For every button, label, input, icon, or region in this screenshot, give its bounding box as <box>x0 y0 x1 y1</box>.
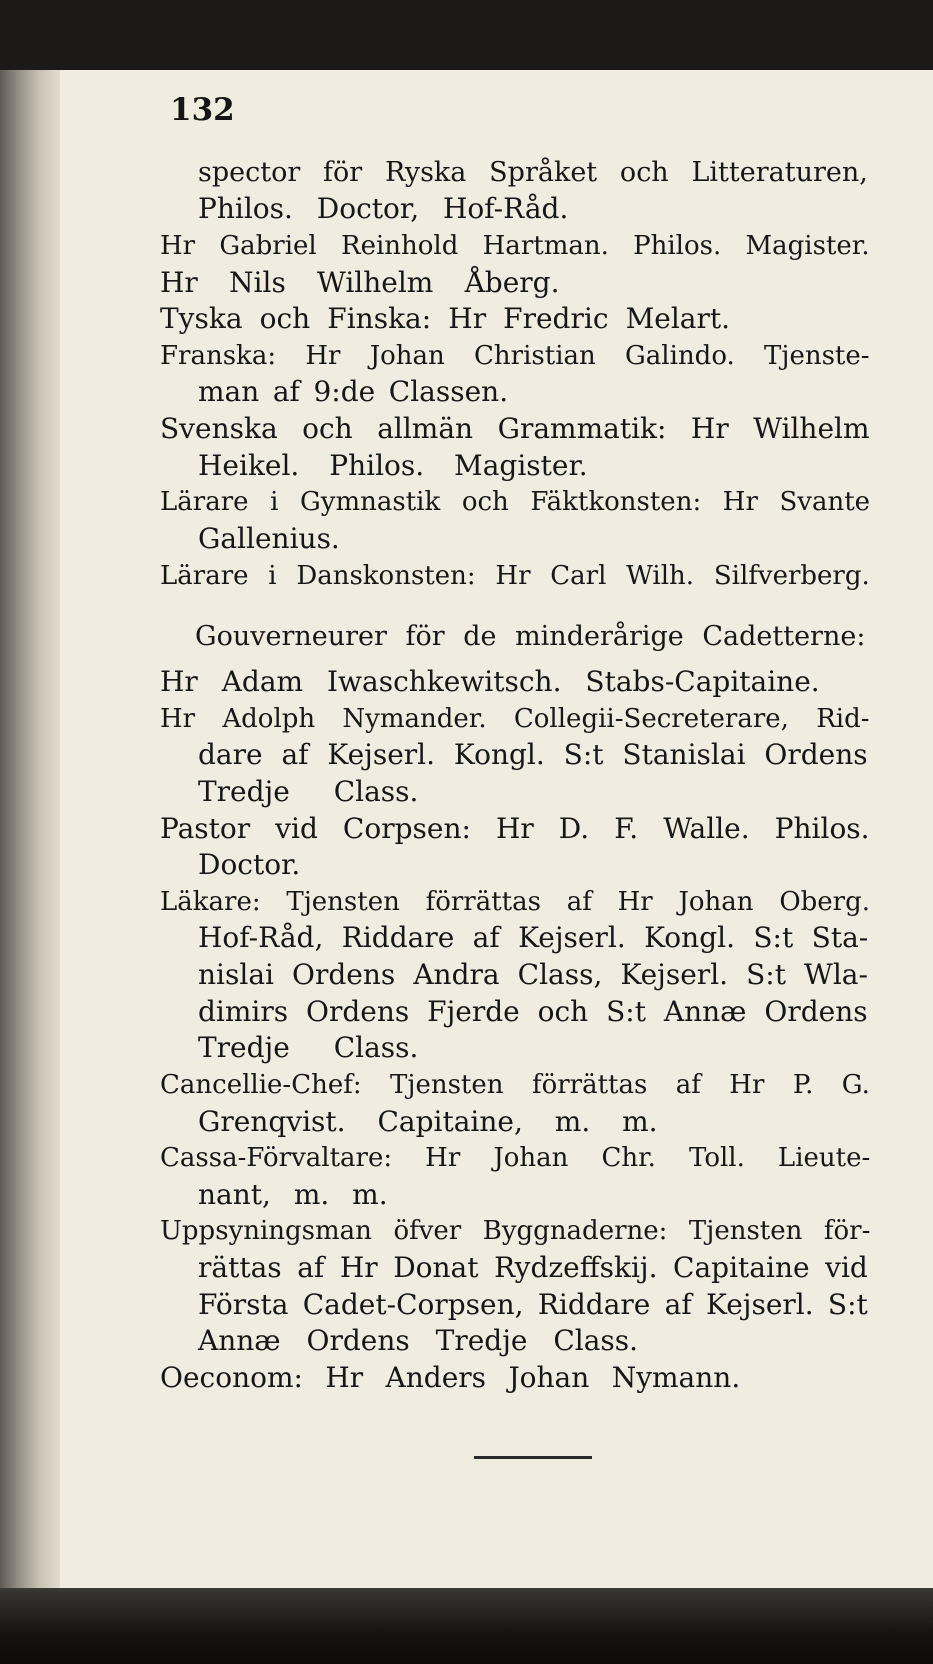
text-line: Cassa-Förvaltare: Hr Johan Chr. Toll. Lieute- <box>160 1143 871 1173</box>
text-line: rättas af Hr Donat Rydzeffskij. Capitaine vid <box>198 1251 868 1284</box>
text-line: Hr Gabriel Reinhold Hartman. Philos. Magister. <box>160 231 870 261</box>
text-line: Lärare i Gymnastik och Fäktkonsten: Hr Svante <box>160 487 871 517</box>
text-line: Hof-Råd, Riddare af Kejserl. Kongl. S:t Sta- <box>198 921 869 954</box>
text-line: Pastor vid Corpsen: Hr D. F. Walle. Philos. <box>160 812 870 845</box>
text-line: nislai Ordens Andra Class, Kejserl. S:t Wla- <box>198 958 868 991</box>
text-line: Hr Nils Wilhelm Åberg. <box>160 266 560 299</box>
text-line: Annæ Ordens Tredje Class. <box>198 1324 639 1357</box>
text-line: Hr Adam Iwaschkewitsch. Stabs-Capitaine. <box>160 665 820 698</box>
book-spine-edge <box>0 70 66 1590</box>
text-line: Oeconom: Hr Anders Johan Nymann. <box>160 1361 741 1394</box>
text-line: Tredje Class. <box>198 775 419 808</box>
text-line: Cancellie-Chef: Tjensten förrättas af Hr P. G. <box>160 1070 870 1100</box>
text-line: Franska: Hr Johan Christian Galindo. Tjenste- <box>160 341 870 371</box>
text-line: Hr Adolph Nymander. Collegii-Secreterare, Rid- <box>160 704 870 734</box>
text-line: Tredje Class. <box>198 1031 419 1064</box>
text-line: man af 9:de Classen. <box>198 375 509 408</box>
text-line: spector för Ryska Språket och Litteraturen, <box>198 157 868 188</box>
text-line: Tyska och Finska: Hr Fredric Melart. <box>160 302 731 335</box>
text-line: Svenska och allmän Grammatik: Hr Wilhelm <box>160 412 870 445</box>
text-line: dimirs Ordens Fjerde och S:t Annæ Ordens <box>198 995 868 1028</box>
text-line: Lärare i Danskonsten: Hr Carl Wilh. Silfverberg. <box>160 561 870 591</box>
end-rule <box>474 1456 592 1459</box>
text-line: Grenqvist. Capitaine, m. m. <box>198 1105 658 1138</box>
page-number: 132 <box>170 92 235 128</box>
text-line: dare af Kejserl. Kongl. S:t Stanislai Ordens <box>198 738 868 771</box>
text-line: Doctor. <box>198 848 301 881</box>
text-line: Philos. Doctor, Hof-Råd. <box>198 192 569 225</box>
section-heading: Gouverneurer för de minderårige Cadetterne: <box>195 621 866 652</box>
text-line: Läkare: Tjensten förrättas af Hr Johan Oberg. <box>160 887 870 917</box>
text-line: Första Cadet-Corpsen, Riddare af Kejserl. S:t <box>198 1288 868 1321</box>
text-line: Heikel. Philos. Magister. <box>198 449 588 482</box>
text-line: Gallenius. <box>198 522 340 555</box>
text-line: nant, m. m. <box>198 1178 388 1211</box>
bottom-shadow <box>0 1588 933 1664</box>
text-line: Uppsyningsman öfver Byggnaderne: Tjensten för- <box>160 1216 871 1246</box>
